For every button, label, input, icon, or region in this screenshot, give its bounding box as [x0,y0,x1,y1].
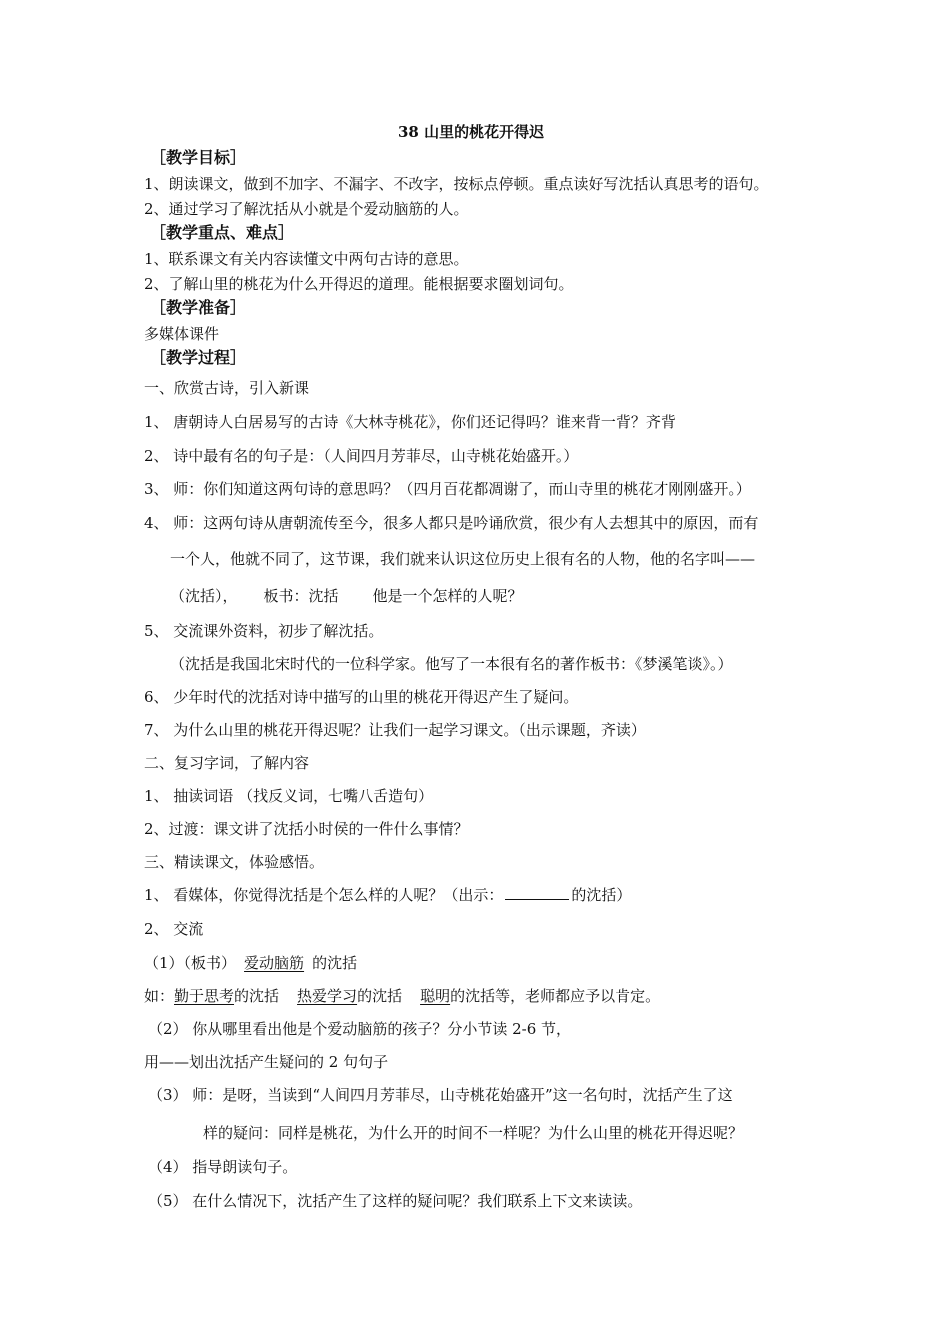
reading-item-2: 2、 交流 [144,920,204,938]
process-item-4-line-2: 一个人，他就不同了，这节课，我们就来认识这位历史上很有名的人物，他的名字叫—— [170,550,756,568]
key-item-1: 1、联系课文有关内容读懂文中两句古诗的意思。 [144,250,469,268]
fill-in-blank [505,885,569,900]
sub-item-1-label: （1）（板书） [144,954,237,972]
example-1: 勤于思考 [174,987,235,1005]
goal-item-2: 2、通过学习了解沈括从小就是个爱动脑筋的人。 [144,200,469,218]
example-2: 热爱学习 [297,987,358,1005]
sub-item-5: （5） 在什么情况下，沈括产生了这样的疑问呢？我们联系上下文来读读。 [148,1192,643,1210]
step-heading-2: 二、复习字词，了解内容 [144,754,310,772]
example-3: 聪明 [420,987,451,1005]
example-2-suffix: 的沈括 [357,987,403,1005]
step-heading-1: 一、欣赏古诗，引入新课 [144,379,310,397]
process-item-2: 2、 诗中最有名的句子是：（人间四月芳菲尽，山寺桃花始盛开。） [144,447,579,465]
process-item-1: 1、 唐朝诗人白居易写的古诗《大林寺桃花》，你们还记得吗？谁来背一背？齐背 [144,413,676,431]
section-heading-process: ［教学过程］ [150,348,247,367]
sub-item-2: （2） 你从哪里看出他是个爱动脑筋的孩子？分小节读 2-6 节， [148,1020,572,1038]
process-item-3: 3、 师：你们知道这两句诗的意思吗？（四月百花都凋谢了，而山寺里的桃花才刚刚盛开。） [144,480,751,498]
examples-line [144,986,660,1006]
review-item-1: 1、 抽读词语 （找反义词，七嘴八舌造句） [144,787,434,805]
process-item-7: 7、 为什么山里的桃花开得迟呢？让我们一起学习课文。（出示课题，齐读） [144,721,646,739]
preparation-text: 多媒体课件 [144,325,220,343]
section-heading-goals: ［教学目标］ [150,148,247,167]
process-item-6: 6、 少年时代的沈括对诗中描写的山里的桃花开得迟产生了疑问。 [144,688,579,706]
section-heading-key-points: ［教学重点、难点］ [150,223,295,242]
sub-item-4: （4） 指导朗读句子。 [148,1158,298,1176]
process-item-4-line-3 [170,586,523,606]
process-item-4-line-1: 4、 师：这两句诗从唐朝流传至今，很多人都只是吟诵欣赏，很少有人去想其中的原因，而有 [144,514,759,532]
example-3-suffix: 的沈括等，老师都应予以肯定。 [450,987,661,1005]
document-title: 38 山里的桃花开得迟 [398,123,545,141]
sub-item-3-line-1: （3） 师：是呀，当读到“人间四月芳菲尽，山寺桃花始盛开”这一名句时，沈括产生了这 [148,1086,733,1104]
key-item-2: 2、了解山里的桃花为什么开得迟的道理。能根据要求圈划词句。 [144,275,574,293]
section-heading-preparation: ［教学准备］ [150,298,247,317]
reading-item-1-end: 的沈括） [571,886,632,904]
reading-item-1 [144,885,631,905]
sub-item-1 [144,953,357,973]
step-heading-3: 三、精读课文，体验感悟。 [144,853,325,871]
answer-shenkuo: （沈括）， [170,587,238,605]
process-item-5: 5、 交流课外资料，初步了解沈括。 [144,622,384,640]
sub-item-3-line-2: 样的疑问：同样是桃花，为什么开的时间不一样呢？为什么山里的桃花开得迟呢？ [203,1124,744,1142]
example-1-suffix: 的沈括 [234,987,280,1005]
sub-item-2-line-2: 用——划出沈括产生疑问的 2 句句子 [144,1053,389,1071]
sub-item-1-end: 的沈括 [312,954,358,972]
review-item-2: 2、过渡：课文讲了沈括小时侯的一件什么事情？ [144,820,469,838]
examples-prefix: 如： [144,987,175,1005]
goal-item-1: 1、朗读课文，做到不加字、不漏字、不改字，按标点停顿。重点读好写沈括认真思考的语句。 [144,175,769,193]
reading-item-1-text: 1、 看媒体，你觉得沈括是个怎么样的人呢？（出示： [144,886,504,904]
process-item-5-note: （沈括是我国北宋时代的一位科学家。他写了一本很有名的著作板书：《梦溪笔谈》。） [170,655,733,673]
underlined-phrase: 爱动脑筋 [244,954,305,972]
board-note: 板书：沈括 [263,587,339,605]
question-text: 他是一个怎样的人呢？ [372,587,523,605]
